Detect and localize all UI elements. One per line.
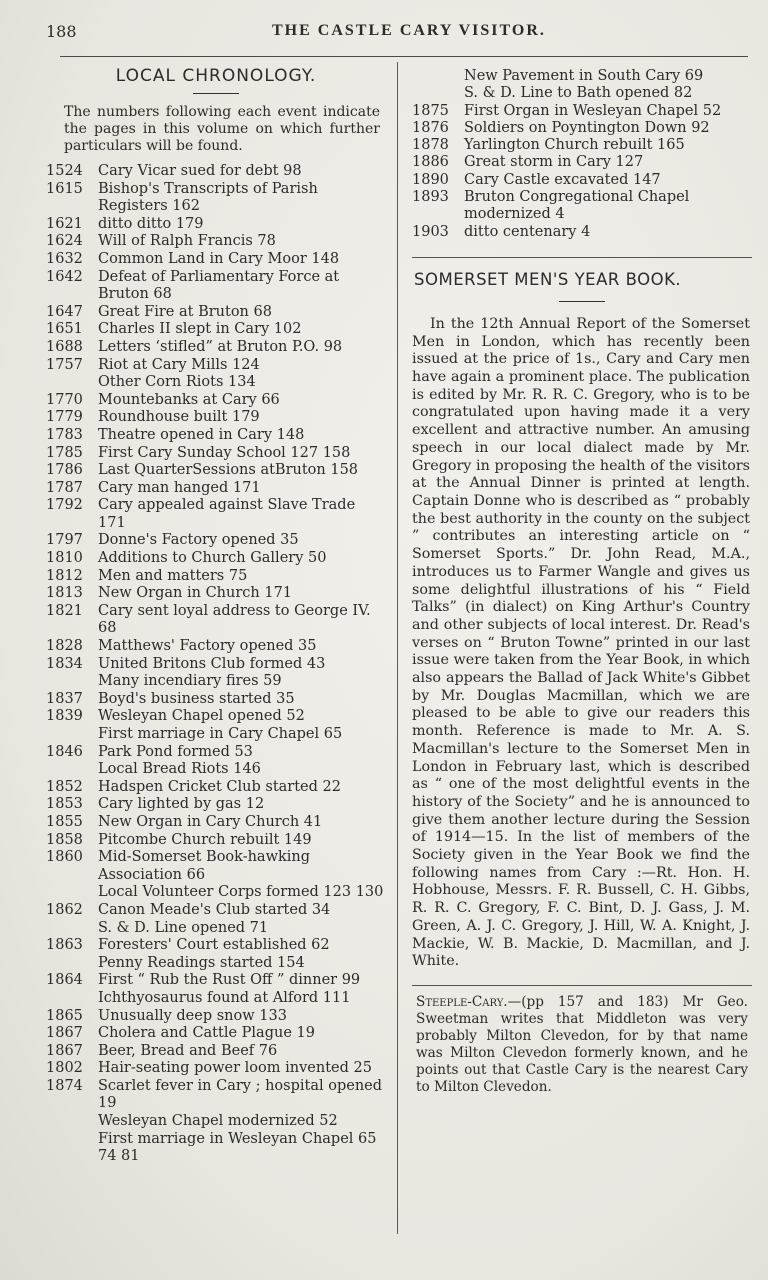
entry-year: 1792	[46, 497, 83, 514]
chronology-entry	[46, 1043, 386, 1061]
entry-event: Theatre opened in Cary 148	[98, 426, 305, 443]
page-number: 188	[46, 22, 77, 41]
entry-event: Beer, Bread and Beef 76	[98, 1042, 278, 1059]
chronology-entry	[46, 1131, 386, 1166]
entry-year: 1615	[46, 180, 83, 197]
chronology-entry	[46, 163, 386, 181]
entry-year	[46, 374, 98, 392]
chronology-entry	[46, 374, 386, 392]
chronology-entry	[46, 691, 386, 709]
chronology-entry	[46, 1113, 386, 1131]
entry-event: Letters ‘stifled” at Bruton P.O. 98	[98, 338, 343, 355]
entry-year: 1632	[46, 250, 83, 267]
chronology-entry	[46, 902, 386, 920]
entry-event: Donne's Factory opened 35	[98, 532, 299, 549]
entry-event: Bruton Congregational Chapel modernized 4	[464, 189, 690, 223]
chronology-entry	[46, 445, 386, 463]
entry-year	[46, 726, 98, 744]
entry-event: Great storm in Cary 127	[464, 154, 644, 171]
entry-event: Roundhouse built 179	[98, 409, 260, 426]
entry-year: 1852	[46, 778, 83, 795]
entry-event: Hair-seating power loom invented 25	[98, 1060, 372, 1077]
entry-event: Cary sent loyal address to George IV. 68	[98, 602, 371, 637]
entry-year: 1878	[412, 137, 449, 154]
entry-event: Cary appealed against Slave Trade 171	[98, 497, 356, 531]
chronology-entry	[46, 761, 386, 779]
entry-event: Cary Castle excavated 147	[464, 171, 661, 188]
chronology-entry	[46, 849, 386, 884]
chronology-entry	[46, 233, 386, 251]
entry-year: 1855	[46, 813, 83, 830]
entry-event: Other Corn Riots 134	[98, 374, 256, 391]
column-divider	[397, 62, 398, 1234]
chronology-entry	[46, 920, 386, 938]
entry-event: Foresters' Court established 62	[98, 937, 330, 954]
chronology-intro: The numbers following each event indicate the pages in this volume on which further particulars will be found.	[64, 104, 380, 154]
chronology-entry	[46, 251, 386, 269]
chronology-entry	[46, 726, 386, 744]
chronology-entry	[46, 884, 386, 902]
chronology-entry	[412, 224, 752, 241]
entry-year: 1779	[46, 409, 83, 426]
chronology-entry	[412, 137, 752, 154]
title-rule	[559, 301, 605, 302]
entry-year	[46, 920, 98, 938]
chronology-entry	[46, 955, 386, 973]
entry-event: Men and matters 75	[98, 567, 248, 584]
right-column	[412, 68, 752, 1096]
chronology-entry	[46, 673, 386, 691]
entry-year: 1865	[46, 1007, 83, 1024]
chronology-entry	[46, 814, 386, 832]
chronology-entry	[46, 779, 386, 797]
left-column	[46, 64, 386, 1166]
section-rule	[412, 257, 752, 258]
entry-event: S. & D. Line opened 71	[98, 919, 269, 936]
yearbook-body: In the 12th Annual Report of the Somerset Men in London, which has recently been issued at the price of 1s., Cary and Cary men have again a prominent place. The publication is edited by Mr. R. R. C. Gregory, who is to be congratulated upon having made it a very excellent and attractive number. An amusing speech in our local dialect made by Mr. Gregory in proposing the health of the visitors at the Annual Dinner is printed at length. Captain Donne who is described as “ probably the best authority in the county on the subject ” contributes an interesting article on “ Somerset Sports.” Dr. John Read, M.A., introduces us to Farmer Wangle and gives us some delightful illustrations of his “ Field Talks” (in dialect) on King Arthur's Country and other subjects of local interest. Dr. Read's verses on “ Bruton Towne” printed in our last issue were taken from the Year Book, in which also appears the Ballad of Jack White's Gibbet by Mr. Douglas Macmillan, which we are pleased to be able to give our readers this month. Reference is made to Mr. A. S. Macmillan's lecture to the Somerset Men in London in February last, which is described as “ one of the most delightful events in the history of the Society” and he is announced to give them another lecture during the Session of 1914—15. In the list of members of the Society given in the Year Book we find the following names from Cary :—Rt. Hon. H. Hobhouse, Messrs. F. R. Bussell, C. H. Gibbs, R. R. C. Gregory, F. C. Bint, D. J. Gass, J. M. Green, A. J. C. Gregory, J. Hill, W. A. Knight, J. Mackie, W. B. Mackie, D. Macmillan, and J. White.	[412, 315, 750, 970]
chronology-entry	[46, 1060, 386, 1078]
chronology-entry	[46, 585, 386, 603]
entry-event: Hadspen Cricket Club started 22	[98, 778, 341, 795]
entry-year	[46, 990, 98, 1008]
entry-event: Cary Vicar sued for debt 98	[98, 163, 302, 179]
entry-year: 1874	[46, 1077, 83, 1094]
entry-year: 1621	[46, 215, 83, 232]
entry-year: 1810	[46, 550, 83, 567]
chronology-entry	[46, 269, 386, 304]
entry-event: First Organ in Wesleyan Chapel 52	[464, 102, 722, 119]
entry-year: 1839	[46, 708, 83, 725]
entry-event: Wesleyan Chapel modernized 52	[98, 1113, 338, 1130]
chronology-entry	[46, 1078, 386, 1113]
entry-year: 1757	[46, 356, 83, 373]
entry-event: Cary man hanged 171	[98, 479, 261, 496]
chronology-entry	[46, 304, 386, 322]
entry-year: 1812	[46, 567, 83, 584]
entry-event: Defeat of Parliamentary Force at Bruton 68	[98, 268, 340, 303]
entry-year	[46, 1113, 98, 1131]
chronology-entry	[412, 103, 752, 120]
entry-event: Mountebanks at Cary 66	[98, 391, 280, 408]
entry-event: Park Pond formed 53	[98, 743, 253, 760]
entry-event: Will of Ralph Francis 78	[98, 233, 276, 250]
entry-year: 1624	[46, 233, 83, 250]
entry-event: Riot at Cary Mills 124	[98, 356, 260, 373]
chronology-entry	[46, 321, 386, 339]
page-header	[0, 22, 768, 44]
chronology-entry	[46, 462, 386, 480]
chronology-entry	[46, 656, 386, 674]
entry-year	[46, 955, 98, 973]
entry-year: 1688	[46, 338, 83, 355]
entry-event: Great Fire at Bruton 68	[98, 303, 272, 320]
chronology-list	[46, 163, 386, 1166]
entry-event: Boyd's business started 35	[98, 690, 295, 707]
note-heading: Steeple-Cary.	[416, 993, 508, 1010]
entry-year: 1860	[46, 849, 83, 866]
entry-year: 1867	[46, 1042, 83, 1059]
entry-year: 1642	[46, 268, 83, 285]
entry-year: 1867	[46, 1025, 83, 1042]
entry-event: First marriage in Wesleyan Chapel 65 74 81	[98, 1130, 377, 1165]
entry-year: 1821	[46, 602, 83, 619]
entry-event: Penny Readings started 154	[98, 954, 305, 971]
entry-year: 1876	[412, 119, 449, 136]
chronology-entry	[46, 796, 386, 814]
entry-event: Wesleyan Chapel opened 52	[98, 708, 305, 725]
entry-event: Cary lighted by gas 12	[98, 796, 265, 813]
entry-event: New Organ in Cary Church 41	[98, 813, 323, 830]
chronology-entry	[412, 154, 752, 171]
entry-year: 1786	[46, 462, 83, 479]
chronology-entry	[46, 832, 386, 850]
entry-year	[46, 884, 98, 902]
chronology-entry	[46, 708, 386, 726]
chronology-entry	[46, 603, 386, 638]
entry-event: Last QuarterSessions atBruton 158	[98, 462, 359, 479]
chronology-entry	[46, 638, 386, 656]
entry-year: 1837	[46, 690, 83, 707]
entry-year: 1783	[46, 426, 83, 443]
entry-year: 1787	[46, 479, 83, 496]
entry-event: Local Volunteer Corps formed 123 130	[98, 884, 384, 901]
entry-event: Pitcombe Church rebuilt 149	[98, 831, 312, 848]
chronology-entry	[412, 68, 752, 85]
chronology-entry	[46, 568, 386, 586]
entry-year: 1828	[46, 638, 83, 655]
entry-year: 1903	[412, 223, 449, 240]
entry-event: First Cary Sunday School 127 158	[98, 444, 351, 461]
chronology-entry	[46, 972, 386, 990]
entry-year: 1886	[412, 154, 449, 171]
entry-event: Matthews' Factory opened 35	[98, 638, 317, 655]
entry-event: Common Land in Cary Moor 148	[98, 250, 340, 267]
entry-year	[412, 85, 464, 102]
entry-event: Many incendiary fires 59	[98, 673, 282, 690]
chronology-title: LOCAL CHRONOLOGY.	[115, 66, 317, 86]
entry-year: 1524	[46, 163, 83, 179]
steeple-cary-note	[416, 994, 748, 1096]
chronology-entry	[46, 409, 386, 427]
chronology-entry	[412, 189, 752, 224]
chronology-entry	[46, 497, 386, 532]
entry-event: Unusually deep snow 133	[98, 1007, 287, 1024]
yearbook-title: SOMERSET MEN'S YEAR BOOK.	[414, 269, 682, 289]
entry-year: 1770	[46, 391, 83, 408]
entry-event: Soldiers on Poyntington Down 92	[464, 119, 710, 136]
chronology-list-continued	[412, 68, 752, 241]
entry-year	[46, 1131, 98, 1166]
chronology-entry	[46, 216, 386, 234]
entry-year: 1858	[46, 831, 83, 848]
section-rule	[412, 985, 752, 986]
entry-event: S. & D. Line to Bath opened 82	[464, 85, 693, 102]
title-rule	[193, 93, 239, 94]
entry-event: Canon Meade's Club started 34	[98, 901, 331, 918]
chronology-entry	[46, 339, 386, 357]
entry-year: 1890	[412, 171, 449, 188]
entry-event: ditto ditto 179	[98, 215, 204, 232]
entry-event: Charles II slept in Cary 102	[98, 321, 302, 338]
entry-year	[412, 68, 464, 85]
entry-event: Scarlet fever in Cary ; hospital opened 19	[98, 1077, 383, 1112]
entry-event: Local Bread Riots 146	[98, 761, 261, 778]
chronology-entry	[46, 427, 386, 445]
chronology-entry	[46, 532, 386, 550]
entry-year: 1846	[46, 743, 83, 760]
note-text: —(pp 157 and 183) Mr Geo. Sweetman writes that Middleton was very probably Milton Clevedon, for by that name was Milton Clevedon formerly known, and he points out that Castle Cary is the nearest Cary to Milton Clevedon.	[416, 993, 748, 1095]
chronology-entry	[412, 120, 752, 137]
entry-year: 1797	[46, 532, 83, 549]
entry-event: Cholera and Cattle Plague 19	[98, 1025, 315, 1042]
chronology-entry	[412, 85, 752, 102]
entry-year: 1853	[46, 796, 83, 813]
entry-event: Ichthyosaurus found at Alford 111	[98, 989, 351, 1006]
chronology-entry	[46, 550, 386, 568]
entry-year	[46, 673, 98, 691]
chronology-entry	[46, 744, 386, 762]
entry-event: Mid-Somerset Book-hawking Association 66	[98, 849, 311, 883]
entry-event: First marriage in Cary Chapel 65	[98, 726, 343, 742]
entry-year: 1651	[46, 321, 83, 338]
entry-year: 1647	[46, 303, 83, 320]
entry-year: 1875	[412, 102, 449, 119]
entry-year: 1863	[46, 937, 83, 954]
entry-event: Yarlington Church rebuilt 165	[464, 137, 685, 154]
chronology-entry	[46, 480, 386, 498]
entry-event: First “ Rub the Rust Off ” dinner 99	[98, 972, 361, 989]
entry-year: 1834	[46, 655, 83, 672]
entry-year	[46, 761, 98, 779]
entry-year: 1785	[46, 444, 83, 461]
running-title: THE CASTLE CARY VISITOR.	[272, 22, 546, 39]
chronology-entry	[46, 937, 386, 955]
entry-event: Bishop's Transcripts of Parish Registers 162	[98, 180, 318, 215]
chronology-entry	[46, 1025, 386, 1043]
chronology-entry	[46, 181, 386, 216]
entry-year: 1813	[46, 585, 83, 602]
chronology-entry	[412, 172, 752, 189]
header-rule	[60, 56, 748, 57]
entry-event: New Organ in Church 171	[98, 585, 293, 602]
entry-event: New Pavement in South Cary 69	[464, 68, 704, 84]
entry-event: United Britons Club formed 43	[98, 655, 326, 672]
chronology-entry	[46, 392, 386, 410]
chronology-entry	[46, 1008, 386, 1026]
chronology-entry	[46, 990, 386, 1008]
entry-year: 1893	[412, 189, 449, 206]
entry-event: Additions to Church Gallery 50	[98, 550, 327, 567]
entry-event: ditto centenary 4	[464, 223, 591, 240]
entry-year: 1802	[46, 1060, 83, 1077]
entry-year: 1862	[46, 901, 83, 918]
entry-year: 1864	[46, 972, 83, 989]
chronology-entry	[46, 357, 386, 375]
